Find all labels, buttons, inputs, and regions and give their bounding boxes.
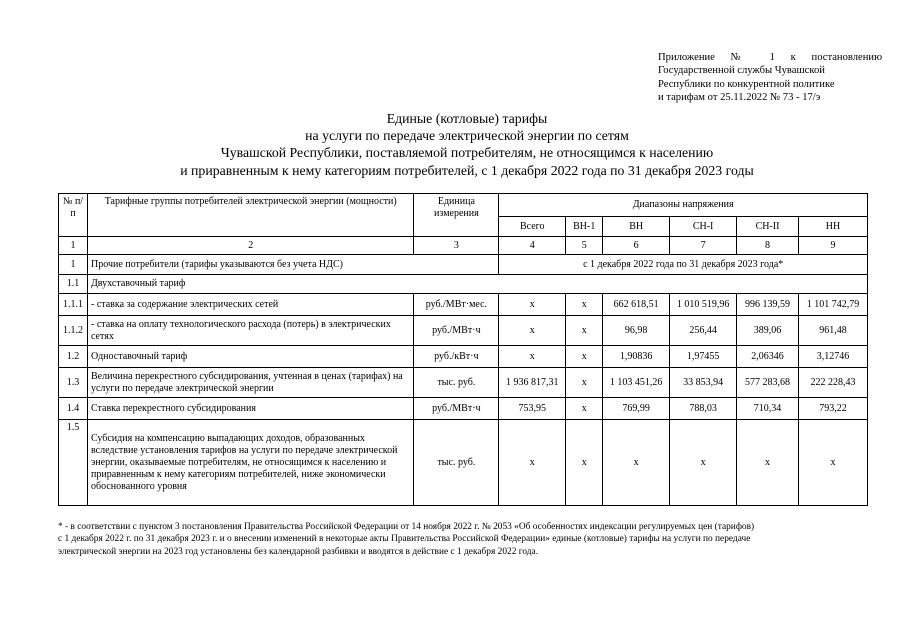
- column-number-row: [59, 237, 868, 255]
- value-sn1: 788,03: [670, 398, 737, 420]
- table-row: [59, 368, 868, 398]
- value-vn1: х: [566, 294, 603, 316]
- header-sn2: СН-II: [737, 217, 799, 237]
- value-vn: 769,99: [603, 398, 670, 420]
- table-row: [59, 346, 868, 368]
- row-name: Ставка перекрестного субсидирования: [87, 398, 413, 420]
- document-title: [0, 110, 904, 179]
- value-vn: х: [603, 420, 670, 506]
- row-name: Одноставочный тариф: [87, 346, 413, 368]
- value-vn: 96,98: [603, 316, 670, 346]
- value-sn1: 1,97455: [670, 346, 737, 368]
- header-num: № п/п: [59, 194, 88, 237]
- value-sn2: х: [737, 420, 799, 506]
- header-group: Тарифные группы потребителей электрической энергии (мощности): [87, 194, 413, 237]
- title-line: Чувашской Республики, поставляемой потребителям, не относящимся к населению: [220, 145, 714, 161]
- row-num: 1.5: [59, 420, 88, 506]
- table-row: [59, 294, 868, 316]
- row-num: 1.1.1: [59, 294, 88, 316]
- value-sn1: х: [670, 420, 737, 506]
- footnote-line: электрической энергии на 2023 год установлены без календарной разбивки и вводятся в действие с 1 декабря 2022 года.: [58, 546, 539, 557]
- row-num: 1.3: [59, 368, 88, 398]
- value-nn: х: [799, 420, 868, 506]
- header-ranges: Диапазоны напряжения: [499, 194, 868, 217]
- value-sn2: 996 139,59: [737, 294, 799, 316]
- column-number: 3: [414, 237, 499, 255]
- row-num: 1: [59, 255, 88, 275]
- value-vn1: х: [566, 420, 603, 506]
- column-number: 1: [59, 237, 88, 255]
- footnote-line: * - в соответствии с пунктом 3 постановления Правительства Российской Федерации от 14 ноября 2022 г. № 2053 «Об особенностях индексации регулируемых цен (тарифов): [58, 522, 755, 532]
- column-number: 4: [499, 237, 566, 255]
- header-all: Всего: [499, 217, 566, 237]
- value-all: 1 936 817,31: [499, 368, 566, 398]
- row-unit: тыс. руб.: [414, 420, 499, 506]
- value-all: 753,95: [499, 398, 566, 420]
- header-vn: ВН: [603, 217, 670, 237]
- row-num: 1.4: [59, 398, 88, 420]
- table-row: [59, 316, 868, 346]
- value-all: х: [499, 420, 566, 506]
- table-row: [59, 275, 868, 294]
- table-row: [59, 398, 868, 420]
- row-name: - ставка за содержание электрических сетей: [87, 294, 413, 316]
- value-sn1: 33 853,94: [670, 368, 737, 398]
- row-num: 1.1.2: [59, 316, 88, 346]
- table-header-row: [59, 194, 868, 217]
- value-sn2: 710,34: [737, 398, 799, 420]
- value-vn: 1 103 451,26: [603, 368, 670, 398]
- value-vn: 662 618,51: [603, 294, 670, 316]
- value-vn1: х: [566, 316, 603, 346]
- footnote-line: с 1 декабря 2022 г. по 31 декабря 2023 г. и о внесении изменений в некоторые акты Правительства Российской Федерации» единые (котловые) тарифы на услуги по передаче: [58, 534, 751, 545]
- row-unit: руб./МВт·ч: [414, 398, 499, 420]
- title-line: Единые (котловые) тарифы: [386, 111, 548, 126]
- appendix-line: Приложение № 1 к постановлению: [658, 52, 882, 63]
- value-all: х: [499, 294, 566, 316]
- header-nn: НН: [799, 217, 868, 237]
- appendix-line: Республики по конкурентной политике: [658, 78, 835, 90]
- row-name: Прочие потребители (тарифы указываются без учета НДС): [87, 255, 498, 275]
- column-number: 2: [87, 237, 413, 255]
- header-vn1: ВН-1: [566, 217, 603, 237]
- value-all: х: [499, 316, 566, 346]
- row-name: Величина перекрестного субсидирования, учтенная в ценах (тарифах) на услуги по передаче электрической энергии: [87, 368, 413, 398]
- value-sn2: 577 283,68: [737, 368, 799, 398]
- value-sn2: 389,06: [737, 316, 799, 346]
- appendix-note: [658, 51, 882, 105]
- value-vn1: х: [566, 368, 603, 398]
- value-all: х: [499, 346, 566, 368]
- title-line: на услуги по передаче электрической энергии по сетям: [305, 128, 629, 144]
- value-nn: 1 101 742,79: [799, 294, 868, 316]
- row-num: 1.2: [59, 346, 88, 368]
- row-num: 1.1: [59, 275, 88, 294]
- row-unit: руб./кВт·ч: [414, 346, 499, 368]
- row-unit: тыс. руб.: [414, 368, 499, 398]
- row-name: Субсидия на компенсацию выпадающих доходов, образованных вследствие установления тарифов на услуги по передаче электрической энергии, оказываемые потребителям, не относящимся к населению и приравненным к нему категориям потребителей, ниже экономически обоснованного уровня: [87, 420, 413, 506]
- footnote: [58, 521, 870, 558]
- column-number: 8: [737, 237, 799, 255]
- value-sn1: 1 010 519,96: [670, 294, 737, 316]
- row-period: с 1 декабря 2022 года по 31 декабря 2023 года*: [499, 255, 868, 275]
- column-number: 9: [799, 237, 868, 255]
- value-vn1: х: [566, 398, 603, 420]
- column-number: 6: [603, 237, 670, 255]
- appendix-line: и тарифам от 25.11.2022 № 73 - 17/э: [658, 92, 821, 104]
- column-number: 5: [566, 237, 603, 255]
- appendix-line: Государственной службы Чувашской: [658, 65, 825, 77]
- value-sn1: 256,44: [670, 316, 737, 346]
- table-row: [59, 420, 868, 506]
- value-nn: 961,48: [799, 316, 868, 346]
- row-unit: руб./МВт·мес.: [414, 294, 499, 316]
- value-sn2: 2,06346: [737, 346, 799, 368]
- title-line: и приравненным к нему категориям потребителей, с 1 декабря 2022 года по 31 декабря 2023 годы: [180, 162, 754, 178]
- row-name: Двухставочный тариф: [87, 275, 867, 294]
- value-nn: 3,12746: [799, 346, 868, 368]
- column-number: 7: [670, 237, 737, 255]
- row-unit: руб./МВт·ч: [414, 316, 499, 346]
- value-nn: 222 228,43: [799, 368, 868, 398]
- value-vn: 1,90836: [603, 346, 670, 368]
- tariffs-table: [58, 193, 868, 506]
- header-sn1: СН-I: [670, 217, 737, 237]
- value-vn1: х: [566, 346, 603, 368]
- value-nn: 793,22: [799, 398, 868, 420]
- table-row: [59, 255, 868, 275]
- row-name: - ставка на оплату технологического расхода (потерь) в электрических сетях: [87, 316, 413, 346]
- header-unit: Единица измерения: [414, 194, 499, 237]
